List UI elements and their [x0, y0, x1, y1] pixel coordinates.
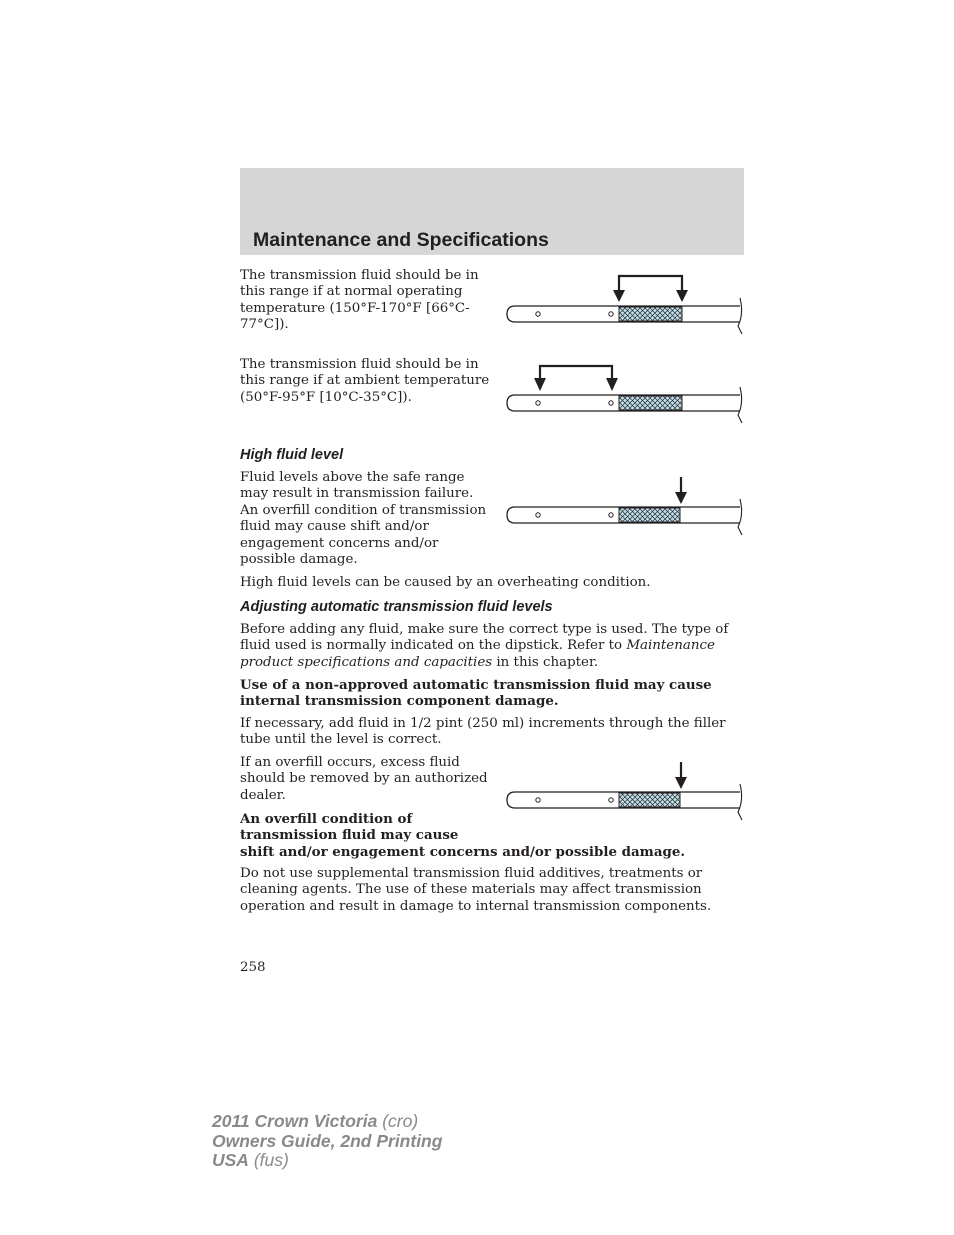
dipstick-hole [609, 798, 613, 802]
document-footer [212, 1112, 442, 1171]
range-bracket [619, 276, 682, 298]
dipstick-diagram-normal-temperature [500, 268, 750, 340]
cross-reference-link: Maintenance product specifications and capacities [240, 638, 715, 670]
level-arrow-head [675, 492, 687, 504]
range-arrow-right [676, 290, 688, 302]
footer-line-2 [212, 1132, 442, 1152]
paragraph-add-fluid: If necessary, add fluid in 1/2 pint (250 ml) increments through the filler tube until the level is correct. [240, 716, 726, 748]
paragraph-ambient-temperature: The transmission fluid should be in this range if at ambient temperature (50°F-95°F [10°C-35°C]). [240, 357, 490, 405]
warning-overfill-line-3: shift and/or engagement concerns and/or possible damage. [240, 843, 686, 860]
hatched-range-area [619, 793, 680, 807]
paragraph-overheating: High fluid levels can be caused by an overheating condition. [240, 575, 651, 590]
paragraph-fluid-type-start: Before adding any fluid, make sure the correct type is used. The type of fluid used is normally indicated on the dipstick. Refer to [240, 622, 729, 654]
warning-overfill-line-2: transmission fluid may cause [240, 827, 459, 844]
heading-high-fluid-level: High fluid level [240, 447, 344, 463]
dipstick-hole [609, 513, 613, 517]
dipstick-hole [536, 798, 540, 802]
paragraph-overfill-removal: If an overfill occurs, excess fluid should be removed by an authorized dealer. [240, 755, 488, 803]
paragraph-normal-temperature: The transmission fluid should be in this range if at normal operating temperature (150°F-170°F [66°C-77°C]). [240, 268, 479, 333]
hatched-range-area [619, 508, 680, 522]
dipstick-hole [609, 401, 613, 405]
footer-printing: Owners Guide, 2nd Printing [212, 1130, 443, 1151]
footer-market-code: (fus) [248, 1150, 289, 1170]
warning-overfill [240, 811, 746, 860]
dipstick-hole [536, 401, 540, 405]
paragraph-fluid-type-end: in this chapter. [492, 654, 599, 670]
section-title: Maintenance and Specifications [253, 229, 549, 251]
dipstick-hole [536, 513, 540, 517]
dipstick-break-line [738, 298, 742, 334]
warning-non-approved-fluid: Use of a non-approved automatic transmission fluid may cause internal transmission component damage. [240, 677, 712, 710]
paragraph-no-additives: Do not use supplemental transmission fluid additives, treatments or cleaning agents. The use of these materials may affect transmission operation and result in damage to internal transmission components. [240, 866, 712, 914]
hatched-range-area [619, 307, 682, 321]
dipstick-break-line [738, 499, 742, 535]
range-bracket [540, 366, 612, 380]
dipstick-hole [609, 312, 613, 316]
dipstick-diagram-high-fluid [500, 474, 750, 546]
page-number: 258 [240, 960, 266, 975]
warning-overfill-line-1: An overfill condition of [240, 811, 413, 827]
footer-model: 2011 Crown Victoria [212, 1111, 378, 1131]
footer-market: USA [212, 1150, 249, 1170]
range-arrow-left [534, 378, 546, 391]
footer-line-1 [212, 1112, 442, 1132]
paragraph-fluid-type [240, 622, 746, 671]
paragraph-high-fluid: Fluid levels above the safe range may result in transmission failure. An overfill condition of transmission fluid may cause shift and/or engagement concerns and/or possible damage. [240, 470, 487, 568]
dipstick-hole [536, 312, 540, 316]
heading-adjusting-fluid-levels: Adjusting automatic transmission fluid levels [240, 599, 553, 615]
footer-model-code: (cro) [377, 1111, 419, 1131]
level-arrow-head [675, 777, 687, 789]
footer-line-3 [212, 1151, 442, 1171]
hatched-range-area [619, 396, 682, 410]
dipstick-diagram-ambient-temperature [500, 358, 750, 430]
range-arrow-right [606, 378, 618, 391]
dipstick-break-line [738, 387, 742, 423]
range-arrow-left [613, 290, 625, 302]
